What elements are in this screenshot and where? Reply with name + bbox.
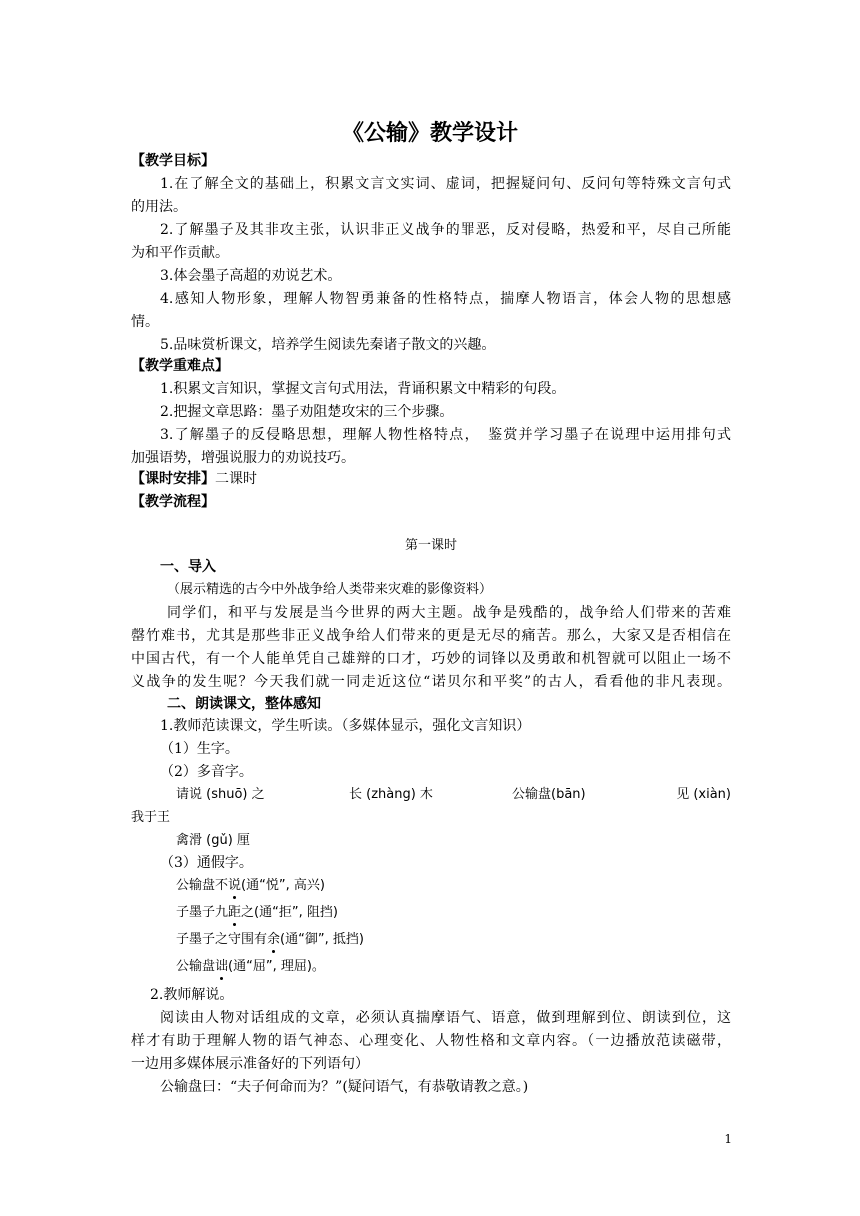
section-2-item-2: 2.教师解说。 bbox=[150, 987, 234, 1003]
tongjia-2 bbox=[176, 903, 731, 923]
keypoint-3-line-1: 3.了解墨子的反侵略思想，理解人物性格特点， 鉴赏并学习墨子在说理中运用排句式 bbox=[160, 427, 731, 443]
tongjia-4-char: 诎 bbox=[215, 959, 229, 974]
tongjia-1-text: 公输盘不 bbox=[176, 878, 229, 893]
polyphone-continuation: 我于王 bbox=[131, 810, 171, 825]
keypoint-2: 2.把握文章思路：墨子劝阻楚攻宋的三个步骤。 bbox=[160, 404, 454, 420]
section-2-paragraph-line-2: 样才有助于理解人物的语气神态、心理变化、人物性格和文章内容。（一边播放范读磁带， bbox=[131, 1033, 731, 1049]
section-2-paragraph-line-1: 阅读由人物对话组成的文章，必须认真揣摩语气、语意，做到理解到位、朗读到位，这 bbox=[160, 1010, 731, 1026]
objective-3: 3.体会墨子高超的劝说艺术。 bbox=[160, 268, 342, 284]
objective-5: 5.品味赏析课文，培养学生阅读先秦诸子散文的兴趣。 bbox=[160, 337, 496, 353]
tongjia-2-text: 子墨子九 bbox=[176, 905, 229, 920]
tongjia-3 bbox=[176, 930, 731, 950]
polyphone-zhang: 长 (zhàng) 木 bbox=[349, 787, 433, 802]
document-title: 《公输》教学设计 bbox=[341, 121, 518, 146]
section-2-heading: 二、朗读课文，整体感知 bbox=[167, 696, 321, 712]
section-1-heading: 一、导入 bbox=[160, 559, 216, 575]
page-number: 1 bbox=[724, 1132, 732, 1146]
tongjia-3-text: 子墨子之守围有 bbox=[176, 932, 268, 947]
lesson-1-title: 第一课时 bbox=[404, 538, 457, 553]
section-1-paragraph-line-2: 罄竹难书，尤其是那些非正义战争给人们带来的更是无尽的痛苦。那么，大家又是否相信在 bbox=[131, 628, 731, 644]
tongjia-2-char: 距 bbox=[228, 905, 242, 920]
objective-4-line-2: 情。 bbox=[131, 314, 159, 330]
section-2-paragraph-line-3: 一边用多媒体展示准备好的下列语句） bbox=[131, 1056, 369, 1072]
tongjia-2-gloss: 之(通“拒”, 阻挡) bbox=[241, 905, 338, 920]
tongjia-1 bbox=[176, 876, 731, 896]
schedule-row bbox=[131, 469, 731, 489]
section-1-paragraph-line-4: 义战争的发生呢？今天我们就一同走近这位“诺贝尔和平奖”的古人，看看他的非凡表现。 bbox=[131, 674, 731, 690]
process-heading: 【教学流程】 bbox=[131, 494, 215, 510]
section-2-sub-1: （1）生字。 bbox=[160, 741, 239, 757]
section-1-note: （展示精选的古今中外战争给人类带来灾难的影像资料） bbox=[167, 582, 493, 597]
schedule-heading: 【课时安排】 bbox=[131, 471, 215, 487]
keypoint-1: 1.积累文言知识，掌握文言句式用法，背诵积累文中精彩的句段。 bbox=[160, 381, 566, 397]
tongjia-1-gloss: (通“悦”, 高兴) bbox=[241, 878, 325, 893]
objective-1-line-1: 1.在了解全文的基础上，积累文言文实词、虚词，把握疑问句、反问句等特殊文言句式 bbox=[160, 176, 731, 192]
keypoints-heading: 【教学重难点】 bbox=[131, 358, 229, 374]
objectives-heading: 【教学目标】 bbox=[131, 153, 215, 169]
polyphone-ban: 公输盘(bān) bbox=[512, 787, 586, 802]
section-2-quote: 公输盘曰：“夫子何命而为？”(疑问语气，有恭敬请教之意。) bbox=[160, 1079, 529, 1095]
tongjia-4 bbox=[176, 957, 731, 977]
section-1-paragraph-line-1: 同学们，和平与发展是当今世界的两大主题。战争是残酷的，战争给人们带来的苦难 bbox=[167, 605, 731, 621]
section-2-sub-3: （3）通假字。 bbox=[160, 855, 253, 871]
objective-2-line-1: 2.了解墨子及其非攻主张，认识非正义战争的罪恶，反对侵略，热爱和平，尽自己所能 bbox=[160, 222, 731, 238]
section-2-item-1: 1.教师范读课文，学生听读。（多媒体显示，强化文言知识） bbox=[160, 718, 531, 734]
objective-2-line-2: 为和平作贡献。 bbox=[131, 245, 229, 261]
objective-4-line-1: 4.感知人物形象，理解人物智勇兼备的性格特点，揣摩人物语言，体会人物的思想感 bbox=[160, 291, 731, 307]
section-2-sub-2: （2）多音字。 bbox=[160, 764, 253, 780]
tongjia-3-char: 余 bbox=[267, 932, 281, 947]
tongjia-4-gloss: (通“屈”, 理屈)。 bbox=[228, 959, 325, 974]
polyphone-shuo: 请说 (shuō) 之 bbox=[176, 787, 265, 802]
tongjia-3-gloss: (通“御”, 抵挡) bbox=[280, 932, 364, 947]
tongjia-1-char: 说 bbox=[228, 878, 242, 893]
schedule-value: 二课时 bbox=[215, 471, 257, 487]
objective-1-line-2: 的用法。 bbox=[131, 199, 187, 215]
polyphone-xian: 见 (xiàn) bbox=[676, 787, 731, 802]
keypoint-3-line-2: 加强语势，增强说服力的劝说技巧。 bbox=[131, 450, 355, 466]
tongjia-4-text: 公输盘 bbox=[176, 959, 216, 974]
section-1-paragraph-line-3: 中国古代，有一个人能单凭自己雄辩的口才，巧妙的词锋以及勇敢和机智就可以阻止一场不 bbox=[131, 651, 731, 667]
polyphone-gu: 禽滑 (gǔ) 厘 bbox=[176, 833, 250, 848]
